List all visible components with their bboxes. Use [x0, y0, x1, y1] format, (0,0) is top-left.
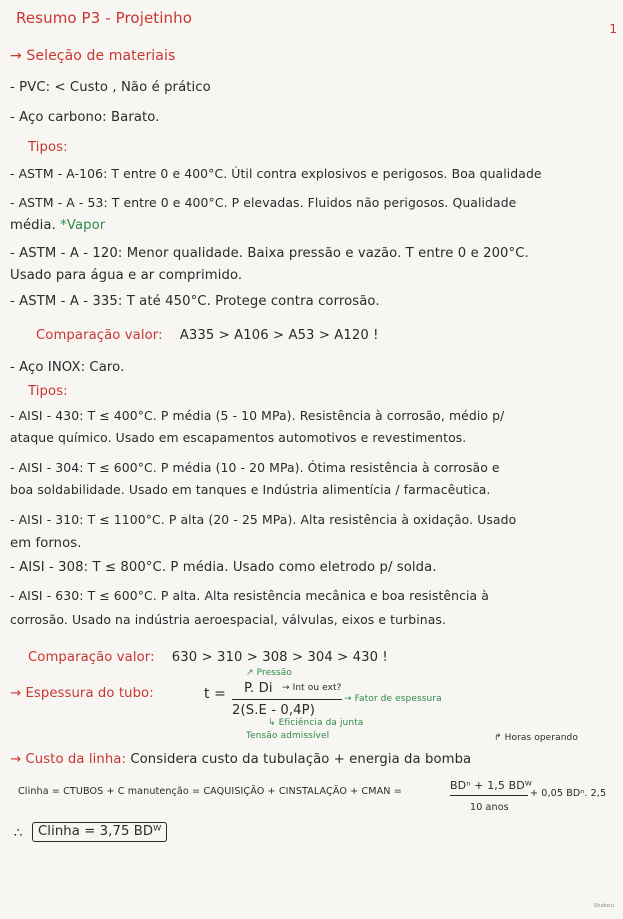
- line-aisi308: - AISI - 308: T ≤ 800°C. P média. Usado como eletrodo p/ solda.: [10, 560, 437, 575]
- line-astm120-b: Usado para água e ar comprimido.: [10, 268, 243, 283]
- line-aisi430-a: - AISI - 430: T ≤ 400°C. P média (5 - 10 MPa). Resistência à corrosão, médio p/: [10, 408, 505, 423]
- note-tensao: Tensão admissível: [246, 731, 330, 741]
- heading-selecao: → Seleção de materiais: [10, 48, 176, 64]
- note-fator: → Fator de espessura: [344, 694, 442, 704]
- formula-frac-num: BDⁿ + 1,5 BDᵂ: [450, 779, 532, 792]
- formula-frac-bar: [450, 795, 528, 796]
- astm53-vapor-note: *Vapor: [60, 218, 106, 233]
- comparison-2-value: 630 > 310 > 308 > 304 > 430 !: [171, 650, 388, 665]
- line-pvc: - PVC: < Custo , Não é prático: [10, 80, 211, 95]
- line-astm120-a: - ASTM - A - 120: Menor qualidade. Baixa pressão e vazão. T entre 0 e 200°C.: [10, 246, 529, 261]
- custo-desc: Considera custo da tubulação + energia da bomba: [130, 752, 472, 767]
- line-astm335: - ASTM - A - 335: T até 450°C. Protege contra corrosão.: [10, 294, 380, 309]
- note-eficiencia: ↳ Eficiência da junta: [268, 718, 364, 728]
- line-aisi310-b: em fornos.: [10, 536, 82, 551]
- line-aisi304-a: - AISI - 304: T ≤ 600°C. P média (10 - 20 MPa). Ótima resistência à corrosão e: [10, 460, 500, 475]
- page-title: Resumo P3 - Projetinho: [16, 9, 193, 27]
- line-aisi304-b: boa soldabilidade. Usado em tanques e Indústria alimentícia / farmacêutica.: [10, 482, 491, 497]
- line-aisi310-a: - AISI - 310: T ≤ 1100°C. P alta (20 - 25 MPa). Alta resistência à oxidação. Usado: [10, 512, 517, 527]
- page-number: 1: [609, 22, 617, 36]
- t-equals: t =: [204, 686, 226, 702]
- comparison-1: [36, 328, 379, 344]
- fraction-numerator: P. Di: [244, 681, 273, 696]
- result-box: Clinha = 3,75 BDᵂ: [32, 822, 167, 842]
- line-aisi430-b: ataque químico. Usado em escapamentos automotivos e revestimentos.: [10, 430, 467, 445]
- line-astm53-a: - ASTM - A - 53: T entre 0 e 400°C. P elevadas. Fluidos não perigosos. Qualidade: [10, 195, 517, 210]
- note-horas: ↱ Horas operando: [494, 733, 578, 743]
- comparison-2: [28, 650, 388, 666]
- fraction-denominator: 2(S.E - 0,4P): [232, 703, 315, 718]
- formula-left: Clinha = CTUBOS + C manutenção = CAQUISIÇÃO + CINSTALAÇÃO + CMAN =: [18, 786, 402, 797]
- line-astm53-b: [10, 218, 105, 234]
- note-int-ext: → Int ou ext?: [282, 683, 342, 693]
- formula-frac-den: 10 anos: [470, 802, 509, 813]
- comparison-2-label: Comparação valor:: [28, 650, 155, 665]
- heading-tipos-1: Tipos:: [28, 140, 68, 155]
- astm53-media: média.: [10, 218, 56, 233]
- therefore-symbol: ∴: [14, 826, 23, 841]
- line-aisi630-a: - AISI - 630: T ≤ 600°C. P alta. Alta resistência mecânica e boa resistência à: [10, 588, 489, 603]
- line-astm106: - ASTM - A-106: T entre 0 e 400°C. Útil contra explosivos e perigosos. Boa qualidade: [10, 166, 542, 181]
- heading-espessura: → Espessura do tubo:: [10, 686, 154, 701]
- line-custo: [10, 752, 471, 768]
- studocu-watermark: Studocu: [593, 903, 615, 909]
- comparison-1-value: A335 > A106 > A53 > A120 !: [179, 328, 379, 343]
- line-aco-carbono: - Aço carbono: Barato.: [10, 110, 160, 125]
- note-pressao: ↗ Pressão: [246, 668, 293, 678]
- line-aco-inox: - Aço INOX: Caro.: [10, 360, 125, 375]
- formula-right: + 0,05 BDⁿ. 2,5: [530, 788, 607, 799]
- fraction-bar: [232, 699, 342, 700]
- heading-custo: → Custo da linha:: [10, 752, 127, 767]
- comparison-1-label: Comparação valor:: [36, 328, 163, 343]
- line-aisi630-b: corrosão. Usado na indústria aeroespacial, válvulas, eixos e turbinas.: [10, 612, 446, 627]
- heading-tipos-2: Tipos:: [28, 384, 68, 399]
